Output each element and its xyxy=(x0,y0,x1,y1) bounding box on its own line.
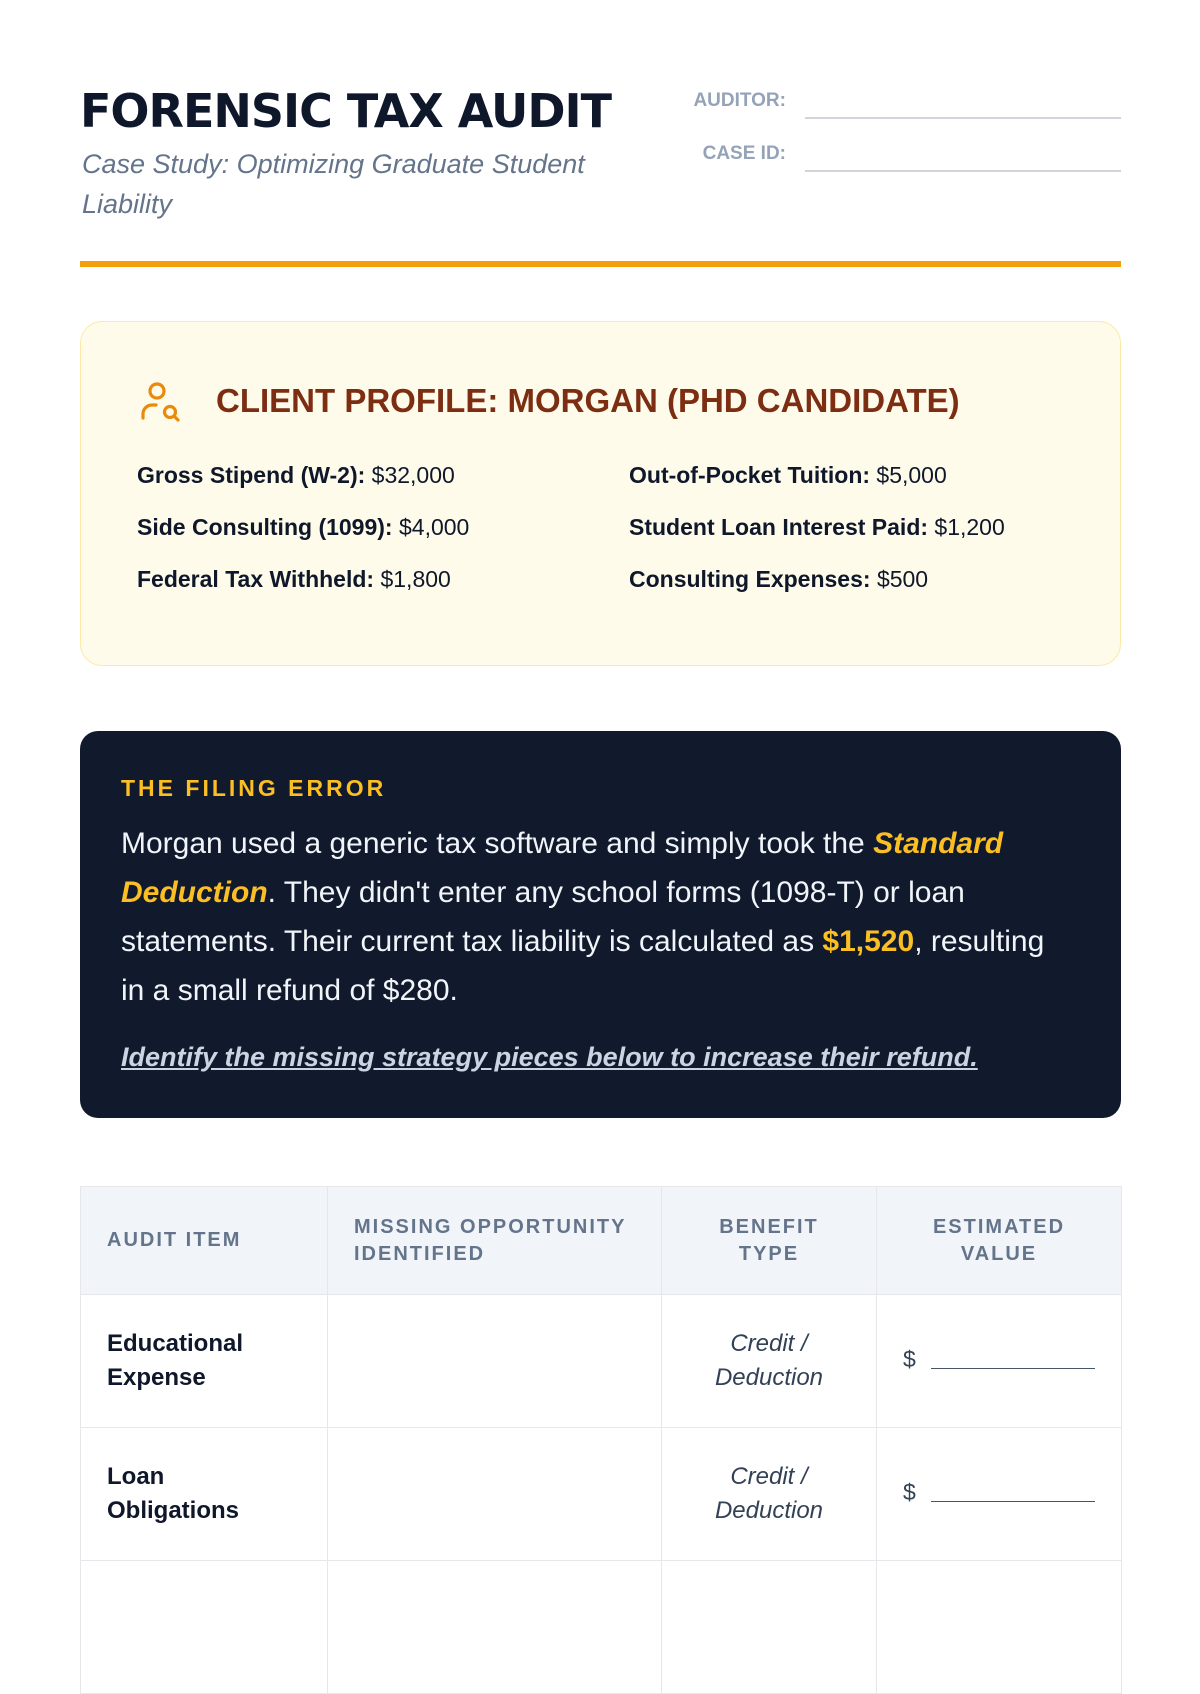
auditor-input-line[interactable] xyxy=(805,117,1121,119)
header-audit-item: AUDIT ITEM xyxy=(81,1187,328,1295)
opportunity-input-cell[interactable] xyxy=(328,1428,662,1561)
case-id-field xyxy=(685,141,1121,171)
estimated-value-cell[interactable] xyxy=(877,1561,1122,1694)
currency-symbol: $ xyxy=(903,1479,916,1505)
page-title: FORENSIC TAX AUDIT xyxy=(80,84,611,138)
audit-item-cell xyxy=(81,1561,328,1694)
header xyxy=(80,78,1121,228)
estimated-value-cell xyxy=(877,1428,1122,1561)
benefit-type-cell: Credit / Deduction xyxy=(662,1295,877,1428)
page-subtitle: Case Study: Optimizing Graduate Student Liability xyxy=(82,149,585,219)
fact-gross-stipend: Gross Stipend (W-2): $32,000 xyxy=(137,462,455,488)
benefit-type-cell: Credit / Deduction xyxy=(662,1428,877,1561)
filing-error-panel xyxy=(80,731,1121,1118)
case-id-input-line[interactable] xyxy=(805,170,1121,172)
value-input-line[interactable] xyxy=(931,1501,1095,1502)
table-header-row xyxy=(81,1187,1122,1295)
standard-deduction-highlight: Standard Deduction xyxy=(121,827,1004,909)
client-profile-card xyxy=(80,321,1121,666)
table-row xyxy=(81,1428,1122,1561)
filing-error-prompt: Identify the missing strategy pieces below to increase their refund. xyxy=(121,1042,978,1072)
audit-item-cell: Loan Obligations xyxy=(81,1428,328,1561)
client-profile-title: CLIENT PROFILE: MORGAN (PHD CANDIDATE) xyxy=(216,382,960,419)
header-missing-opportunity: MISSING OPPORTUNITY IDENTIFIED xyxy=(328,1187,662,1295)
estimated-value-cell xyxy=(877,1295,1122,1428)
header-divider xyxy=(80,261,1121,267)
value-input-line[interactable] xyxy=(931,1368,1095,1369)
table-row xyxy=(81,1561,1122,1694)
fact-tuition: Out-of-Pocket Tuition: $5,000 xyxy=(629,462,947,488)
fact-consulting-expenses: Consulting Expenses: $500 xyxy=(629,566,929,592)
filing-error-description: Morgan used a generic tax software and simply took the Standard Deduction. They didn't enter any school forms (1098-T) or loan statements. Their current tax liability is calculated as $1,520, resulting in a small refund of $280. xyxy=(121,827,1045,1007)
opportunity-input-cell[interactable] xyxy=(328,1295,662,1428)
auditor-label: AUDITOR: xyxy=(693,90,786,111)
user-search-icon xyxy=(137,378,185,426)
liability-highlight: $1,520 xyxy=(822,925,915,958)
audit-table xyxy=(80,1186,1122,1694)
currency-symbol: $ xyxy=(903,1346,916,1372)
header-benefit-type: BENEFIT TYPE xyxy=(662,1187,877,1295)
case-id-label: CASE ID: xyxy=(702,143,786,164)
benefit-type-cell xyxy=(662,1561,877,1694)
auditor-field xyxy=(685,88,1121,118)
fact-tax-withheld: Federal Tax Withheld: $1,800 xyxy=(137,566,451,592)
table-row xyxy=(81,1295,1122,1428)
header-estimated-value: ESTIMATED VALUE xyxy=(877,1187,1122,1295)
filing-error-label: THE FILING ERROR xyxy=(121,775,387,801)
opportunity-input-cell[interactable] xyxy=(328,1561,662,1694)
audit-item-cell: Educational Expense xyxy=(81,1295,328,1428)
fact-side-consulting: Side Consulting (1099): $4,000 xyxy=(137,514,470,540)
fact-loan-interest: Student Loan Interest Paid: $1,200 xyxy=(629,514,1005,540)
